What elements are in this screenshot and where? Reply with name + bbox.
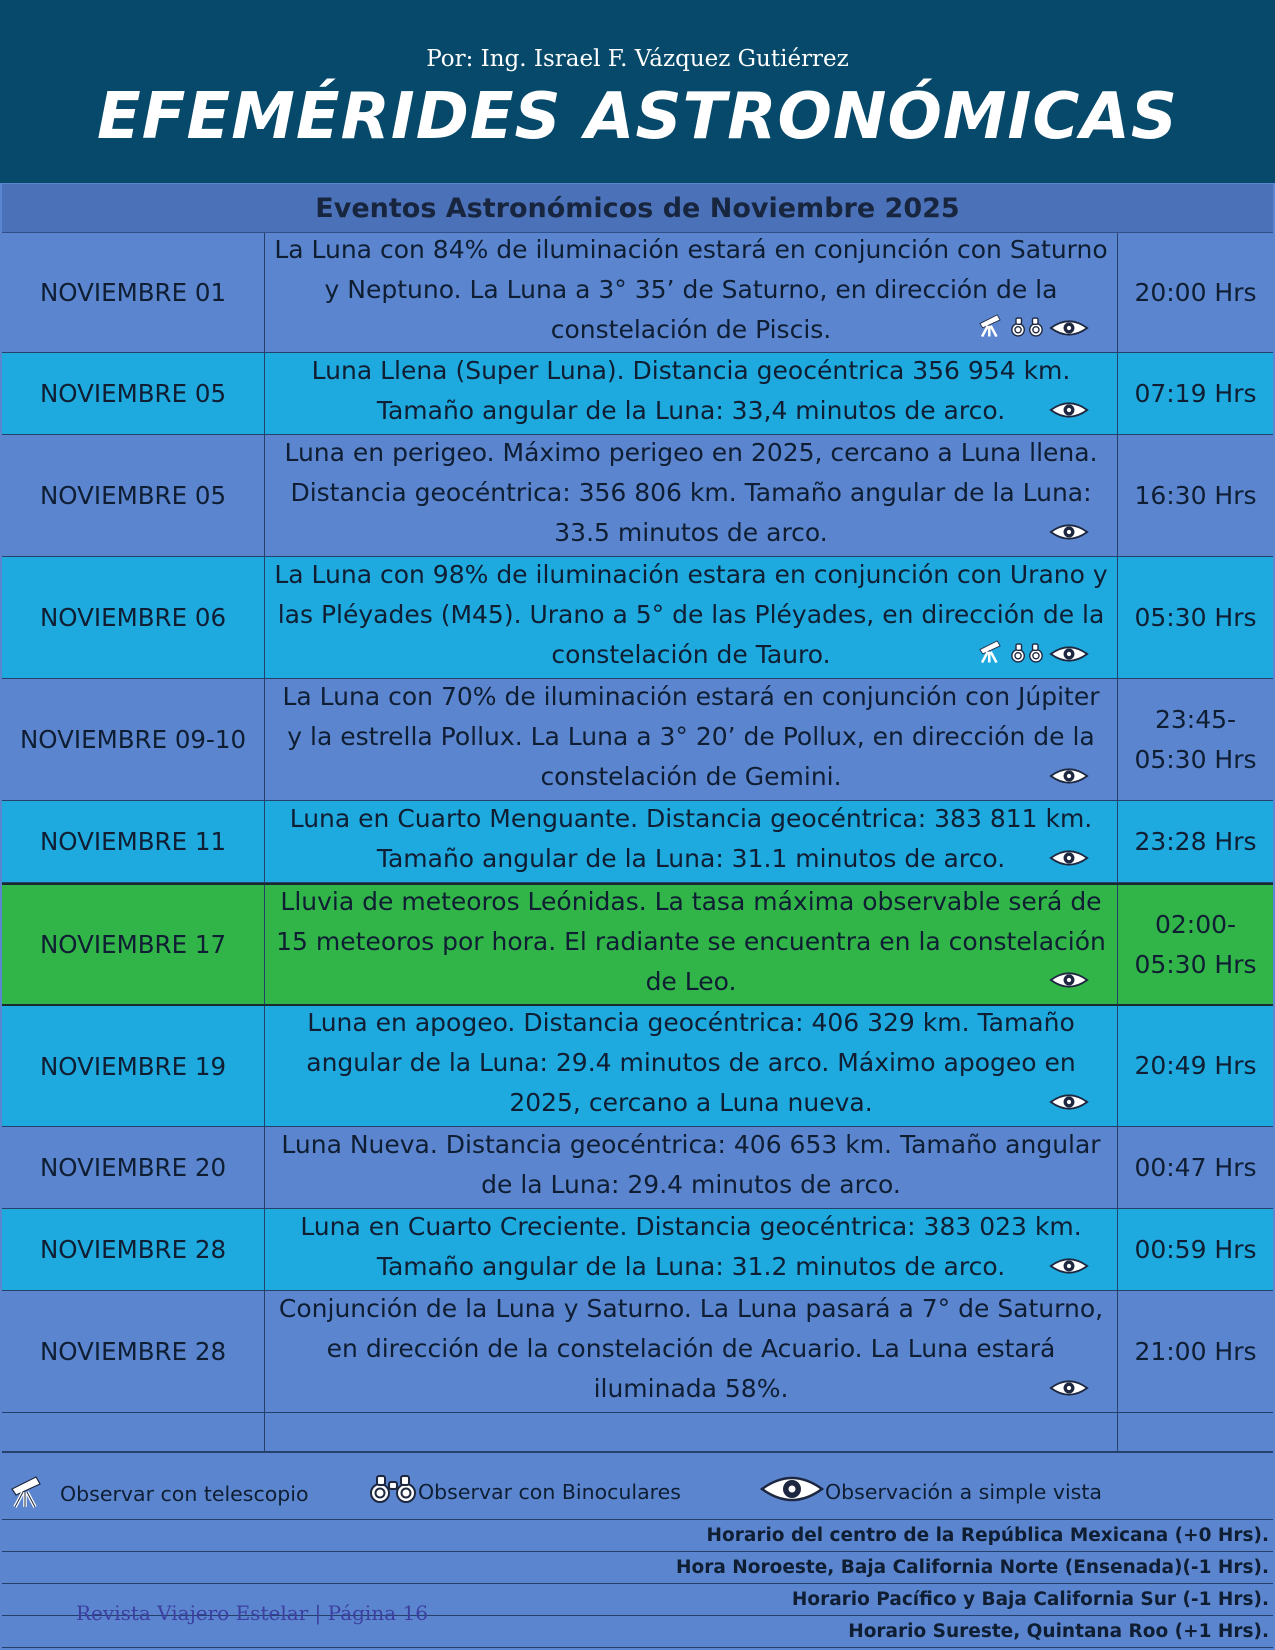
observation-icons [1049,514,1089,554]
legend-telescope [6,1473,309,1514]
eye-icon [1049,310,1089,350]
event-description [265,1209,1118,1290]
event-description-text: Luna en Cuarto Menguante. Distancia geocéntrica: 383 811 km. Tamaño angular de la Luna: 31.1 minutos de arco. [289,803,1093,873]
legend-telescope-label: Observar con telescopio [60,1481,309,1506]
event-description-text: Luna Llena (Super Luna). Distancia geocéntrica 356 954 km. Tamaño angular de la Luna: 33,4 minutos de arco. [311,355,1071,425]
event-description-text: Luna en Cuarto Creciente. Distancia geocéntrica: 383 023 km. Tamaño angular de la Luna: 31.2 minutos de arco. [300,1211,1082,1281]
event-date: NOVIEMBRE 28 [2,1209,265,1290]
table-caption: Eventos Astronómicos de Noviembre 2025 [2,184,1273,233]
timezone-note-northwest: Hora Noroeste, Baja California Norte (Ensenada)(-1 Hrs). [2,1552,1273,1584]
event-date: NOVIEMBRE 19 [2,1006,265,1126]
event-date: NOVIEMBRE 01 [2,233,265,352]
event-description [265,435,1118,556]
observation-icons [1049,840,1089,880]
event-description [265,1006,1118,1126]
event-description [265,1127,1118,1208]
event-time: 23:28 Hrs [1134,826,1257,856]
legend-eye-label: Observación a simple vista [825,1479,1102,1504]
page-footer: Revista Viajero Estelar | Página 16 [76,1601,428,1625]
timezone-note-pacific: Horario Pacífico y Baja California Sur (-1 Hrs). [2,1584,1273,1616]
table-row [2,801,1273,883]
event-description-text: Lluvia de meteoros Leónidas. La tasa máxima observable será de 15 meteoros por hora. El radiante se encuentra en la constelación de Leo. [276,886,1106,996]
event-description-text: Luna en perigeo. Máximo perigeo en 2025, cercano a Luna llena. Distancia geocéntrica: 356 806 km. Tamaño angular de la Luna: 33.5 minutos de arco. [284,437,1098,547]
event-description-text: Luna Nueva. Distancia geocéntrica: 406 653 km. Tamaño angular de la Luna: 29.4 minutos de arco. [281,1129,1101,1199]
event-time: 07:19 Hrs [1134,378,1257,408]
observation-icons [975,310,1089,350]
empty-cell [2,1413,265,1451]
event-description [265,801,1118,882]
event-description-text: Conjunción de la Luna y Saturno. La Luna pasará a 7° de Saturno, en dirección de la constelación de Acuario. La Luna estará iluminada 58%. [278,1293,1104,1403]
event-time: 05:30 Hrs [1134,602,1257,632]
empty-cell [265,1413,1118,1451]
event-description-text: Luna en apogeo. Distancia geocéntrica: 406 329 km. Tamaño angular de la Luna: 29.4 minutos de arco. Máximo apogeo en 2025, cercano a Luna nueva. [306,1008,1076,1117]
table-row [2,1006,1273,1127]
table-row [2,435,1273,557]
eye-icon [1049,514,1089,554]
observation-icons [1049,1248,1089,1288]
observation-icons [975,636,1089,676]
event-description-text: La Luna con 70% de iluminación estará en conjunción con Júpiter y la estrella Pollux. La Luna a 3° 20’ de Pollux, en dirección de la constelación de Gemini. [282,681,1100,791]
legend-binoculars [368,1473,681,1510]
event-description [265,233,1118,352]
event-time: 00:59 Hrs [1134,1234,1257,1264]
eye-icon [759,1473,825,1510]
event-description-text: La Luna con 98% de iluminación estara en conjunción con Urano y las Pléyades (M45). Urano a 5° de las Pléyades, en dirección de la constelación de Tauro. [274,559,1108,669]
legend-binoculars-label: Observar con Binoculares [418,1479,681,1504]
eye-icon [1049,758,1089,798]
header-banner [0,0,1275,183]
event-date: NOVIEMBRE 17 [2,885,265,1004]
table-row [2,557,1273,679]
observation-icons [1049,962,1089,1002]
empty-cell [1118,1413,1273,1451]
event-time: 00:47 Hrs [1134,1152,1257,1182]
event-time: 21:00 Hrs [1134,1336,1257,1366]
event-time: 23:45- 05:30 Hrs [1134,704,1257,774]
event-time: 16:30 Hrs [1134,480,1257,510]
event-time: 20:00 Hrs [1134,277,1257,307]
event-date: NOVIEMBRE 20 [2,1127,265,1208]
observation-icons [1049,392,1089,432]
timezone-note-central: Horario del centro de la República Mexicana (+0 Hrs). [2,1520,1273,1552]
observation-icons [1049,1370,1089,1410]
legend [2,1452,1273,1520]
event-date: NOVIEMBRE 09-10 [2,679,265,800]
telescope-icon [975,636,1005,676]
eye-icon [1049,1370,1089,1410]
event-time: 02:00- 05:30 Hrs [1134,909,1257,979]
telescope-icon [6,1473,46,1514]
event-date: NOVIEMBRE 05 [2,353,265,434]
eye-icon [1049,840,1089,880]
author-line: Por: Ing. Israel F. Vázquez Gutiérrez [426,46,849,72]
event-time: 20:49 Hrs [1134,1051,1257,1080]
table-row [2,1127,1273,1209]
binoculars-icon [1009,310,1045,350]
eye-icon [1049,1248,1089,1288]
eye-icon [1049,636,1089,676]
binoculars-icon [1009,636,1045,676]
table-row [2,1291,1273,1413]
eye-icon [1049,1084,1089,1124]
timezone-note-southeast: Horario Sureste, Quintana Roo (+1 Hrs). [2,1616,1273,1648]
telescope-icon [975,310,1005,350]
event-date: NOVIEMBRE 11 [2,801,265,882]
binoculars-icon [368,1473,418,1510]
event-description [265,353,1118,434]
eye-icon [1049,392,1089,432]
table-row [2,1209,1273,1291]
observation-icons [1049,1084,1089,1124]
event-date: NOVIEMBRE 28 [2,1291,265,1412]
eye-icon [1049,962,1089,1002]
event-description [265,679,1118,800]
event-description [265,885,1118,1004]
table-row [2,679,1273,801]
page-title: EFEMÉRIDES ASTRONÓMICAS [97,80,1178,154]
legend-eye [759,1473,1102,1510]
event-description [265,557,1118,678]
event-description-text: La Luna con 84% de iluminación estará en conjunción con Saturno y Neptuno. La Luna a 3° 35’ de Saturno, en dirección de la constelación de Piscis. [274,234,1108,344]
table-row [2,233,1273,353]
event-description [265,1291,1118,1412]
event-date: NOVIEMBRE 05 [2,435,265,556]
observation-icons [1049,758,1089,798]
event-date: NOVIEMBRE 06 [2,557,265,678]
empty-row [2,1413,1273,1452]
table-row [2,883,1273,1006]
table-row [2,353,1273,435]
